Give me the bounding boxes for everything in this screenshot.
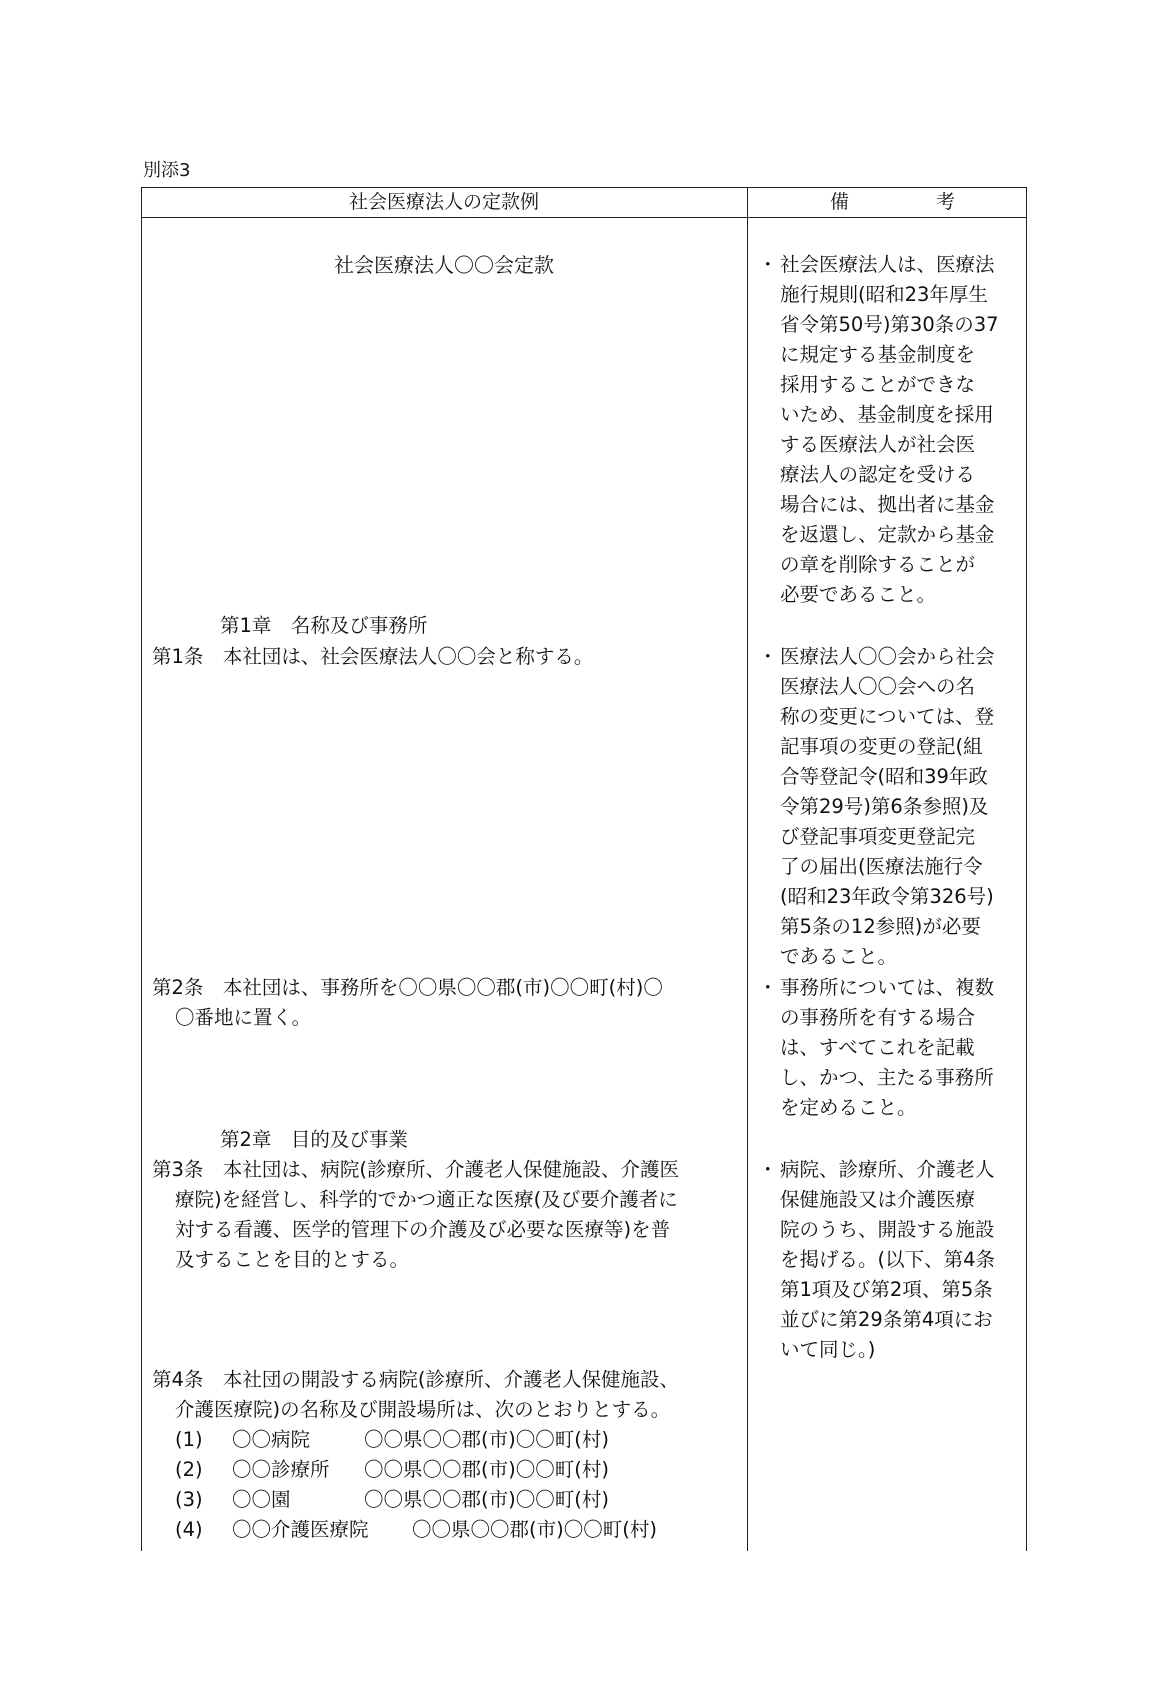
bullet: ・: [758, 1158, 778, 1181]
remark-line: 合等登記令(昭和39年政: [780, 765, 988, 788]
remark-line: し、かつ、主たる事務所: [780, 1066, 994, 1089]
chapter-1-heading: 第1章 名称及び事務所: [220, 614, 428, 637]
facility-number: (2): [175, 1458, 203, 1481]
facility-item: [175, 1485, 609, 1515]
table-header-divider: [141, 217, 1027, 218]
table-right-border: [1026, 187, 1027, 1551]
remark-line: 第5条の12参照)が必要: [780, 915, 981, 938]
remark-line: 記事項の変更の登記(組: [780, 735, 983, 758]
remark-line: の事務所を有する場合: [780, 1006, 976, 1029]
remark-line: 病院、診療所、介護老人: [780, 1158, 995, 1181]
remark-line: 了の届出(医療法施行令: [780, 855, 983, 878]
remark-line: 医療法人〇〇会への名: [780, 675, 976, 698]
facility-item: [175, 1455, 609, 1485]
remark-line: 事務所については、複数: [780, 976, 995, 999]
document-title: 社会医療法人〇〇会定款: [334, 253, 554, 277]
bullet: ・: [758, 976, 778, 999]
facility-place: 〇〇県〇〇郡(市)〇〇町(村): [364, 1488, 609, 1511]
table-left-border: [141, 187, 142, 1551]
facility-name: 〇〇診療所: [232, 1458, 330, 1481]
article-4-line-2: 介護医療院)の名称及び開設場所は、次のとおりとする。: [175, 1398, 671, 1421]
remark-line: 院のうち、開設する施設: [780, 1218, 995, 1241]
remark-line: であること。: [780, 945, 898, 968]
remark-line: を返還し、定款から基金: [780, 523, 995, 546]
remark-line: いて同じ。): [780, 1338, 876, 1361]
remark-line: 令第29号)第6条参照)及: [780, 795, 989, 818]
remark-line: 場合には、拠出者に基金: [780, 493, 995, 516]
remark-line: 称の変更については、登: [780, 705, 995, 728]
article-4-line-1: 第4条 本社団の開設する病院(診療所、介護老人保健施設、: [152, 1368, 680, 1391]
facility-place: 〇〇県〇〇郡(市)〇〇町(村): [364, 1428, 609, 1451]
remark-line: び登記事項変更登記完: [780, 825, 976, 848]
remark-line: 第1項及び第2項、第5条: [780, 1278, 993, 1301]
remark-name-change: [758, 642, 1020, 972]
header-remarks-column: [748, 188, 1026, 217]
header-articles-column: 社会医療法人の定款例: [348, 191, 539, 213]
attachment-label: 別添3: [143, 160, 191, 181]
remark-line: する医療法人が社会医: [780, 433, 976, 456]
facility-number: (1): [175, 1428, 203, 1451]
article-3-line-2: 療院)を経営し、科学的でかつ適正な医療(及び要介護者に: [175, 1188, 678, 1211]
remark-line: 省令第50号)第30条の37: [780, 313, 999, 336]
remark-line: 必要であること。: [780, 583, 937, 606]
bullet: ・: [758, 645, 778, 668]
remark-line: 医療法人〇〇会から社会: [780, 645, 995, 668]
facility-place: 〇〇県〇〇郡(市)〇〇町(村): [364, 1458, 609, 1481]
article-3-line-1: 第3条 本社団は、病院(診療所、介護老人保健施設、介護医: [152, 1158, 680, 1181]
remark-facilities: [758, 1155, 1020, 1365]
remark-office: [758, 973, 1020, 1123]
remark-line: 施行規則(昭和23年厚生: [780, 283, 988, 306]
remark-line: は、すべてこれを記載: [780, 1036, 975, 1059]
facility-number: (4): [175, 1518, 203, 1541]
facility-name: 〇〇園: [232, 1488, 291, 1511]
facility-name: 〇〇病院: [232, 1428, 311, 1451]
article-2-line-1: 第2条 本社団は、事務所を〇〇県〇〇郡(市)〇〇町(村)〇: [152, 976, 663, 999]
chapter-2-heading: 第2章 目的及び事業: [220, 1128, 408, 1151]
remark-line: を掲げる。(以下、第4条: [780, 1248, 996, 1271]
facility-item: [175, 1515, 657, 1545]
remark-line: 並びに第29条第4項にお: [780, 1308, 993, 1331]
remark-line: を定めること。: [780, 1096, 917, 1119]
remark-line: (昭和23年政令第326号): [780, 885, 994, 908]
remark-line: の章を削除することが: [780, 553, 976, 576]
bullet: ・: [758, 253, 778, 276]
facility-name: 〇〇介護医療院: [232, 1518, 369, 1541]
header-remarks-char-2: 考: [936, 191, 956, 213]
facility-place: 〇〇県〇〇郡(市)〇〇町(村): [412, 1518, 657, 1541]
remark-line: 保健施設又は介護医療: [780, 1188, 976, 1211]
facility-item: [175, 1425, 609, 1455]
article-3-line-3: 対する看護、医学的管理下の介護及び必要な医療等)を普: [175, 1218, 671, 1241]
remark-line: 採用することができな: [780, 373, 976, 396]
remark-line: に規定する基金制度を: [780, 343, 976, 366]
article-3-line-4: 及することを目的とする。: [175, 1248, 410, 1271]
remark-line: 療法人の認定を受ける: [780, 463, 976, 486]
header-remarks-char-1: 備: [830, 191, 850, 213]
table-column-divider: [747, 187, 748, 1551]
remark-line: いため、基金制度を採用: [780, 403, 994, 426]
remark-line: 社会医療法人は、医療法: [780, 253, 995, 276]
remark-basic-fund-system: [758, 250, 1020, 610]
facility-number: (3): [175, 1488, 203, 1511]
article-1: 第1条 本社団は、社会医療法人〇〇会と称する。: [152, 645, 594, 668]
article-2-line-2: 〇番地に置く。: [175, 1006, 312, 1029]
